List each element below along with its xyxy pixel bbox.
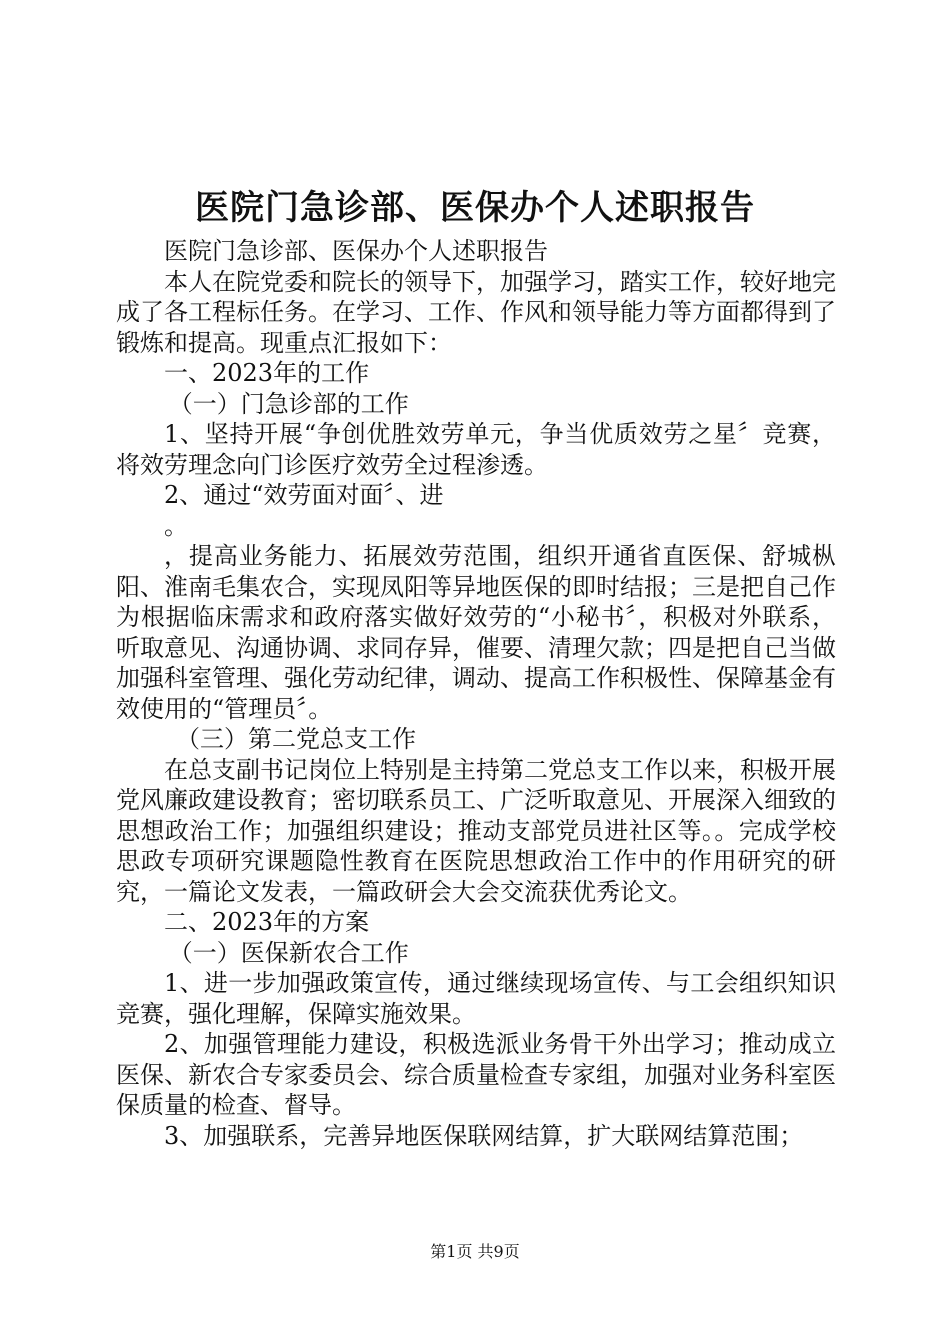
paragraph-medical-insurance: ，提高业务能力、拓展效劳范围，组织开通省直医保、舒城枞阳、淮南毛集农合，实现凤阳等异地医保的即时结报；三是把自己作为根据临床需求和政府落实做好效劳的“小秘书〞，积极对外联系，听取意见、沟通协调、求同存异，催要、清理欠款；四是把自己当做加强科室管理、强化劳动纪律，调动、提高工作积极性、保障基金有效使用的“管理员〞。 <box>116 542 836 723</box>
paragraph-subtitle: 医院门急诊部、医保办个人述职报告 <box>164 237 548 265</box>
heading-subsection-1-1: （一）门急诊部的工作 <box>168 389 409 418</box>
page-number: 第1页 共9页 <box>430 1242 520 1261</box>
heading-section-1: 一、2023年的工作 <box>164 359 370 387</box>
paragraph-party-work: 在总支副书记岗位上特别是主持第二党总支工作以来，积极开展党风廉政建设教育；密切联系员工、广泛听取意见、开展深入细致的思想政治工作；加强组织建设；推动支部党员进社区等。。完成学校思政专项研究课题隐性教育在医院思想政治工作中的作用研究的研究，一篇论文发表，一篇政研会大会交流获优秀论文。 <box>116 755 836 906</box>
paragraph-item-1: 1、坚持开展“争创优胜效劳单元，争当优质效劳之星〞竞赛，将效劳理念向门诊医疗效劳全过程渗透。 <box>116 420 836 479</box>
paragraph-item-2: 2、通过“效劳面对面〞、进 <box>164 481 444 509</box>
heading-section-2: 二、2023年的方案 <box>164 908 370 936</box>
document-body <box>116 236 836 1151</box>
paragraph-plan-3: 3、加强联系，完善异地医保联网结算，扩大联网结算范围； <box>164 1121 804 1150</box>
paragraph-plan-1: 1、进一步加强政策宣传，通过继续现场宣传、与工会组织知识竞赛，强化理解，保障实施效果。 <box>116 969 836 1028</box>
paragraph-intro: 本人在院党委和院长的领导下，加强学习，踏实工作，较好地完成了各工程标任务。在学习、工作、作风和领导能力等方面都得到了锻炼和提高。现重点汇报如下： <box>116 267 836 357</box>
document-title: 医院门急诊部、医保办个人述职报告 <box>195 188 755 228</box>
paragraph-plan-2: 2、加强管理能力建设，积极选派业务骨干外出学习；推动成立医保、新农合专家委员会、综合质量检查专家组，加强对业务科室医保质量的检查、督导。 <box>116 1030 836 1119</box>
heading-subsection-1-3: （三）第二党总支工作 <box>176 725 416 753</box>
heading-subsection-2-1: （一）医保新农合工作 <box>168 938 409 967</box>
paragraph-fragment: 。 <box>164 511 188 540</box>
